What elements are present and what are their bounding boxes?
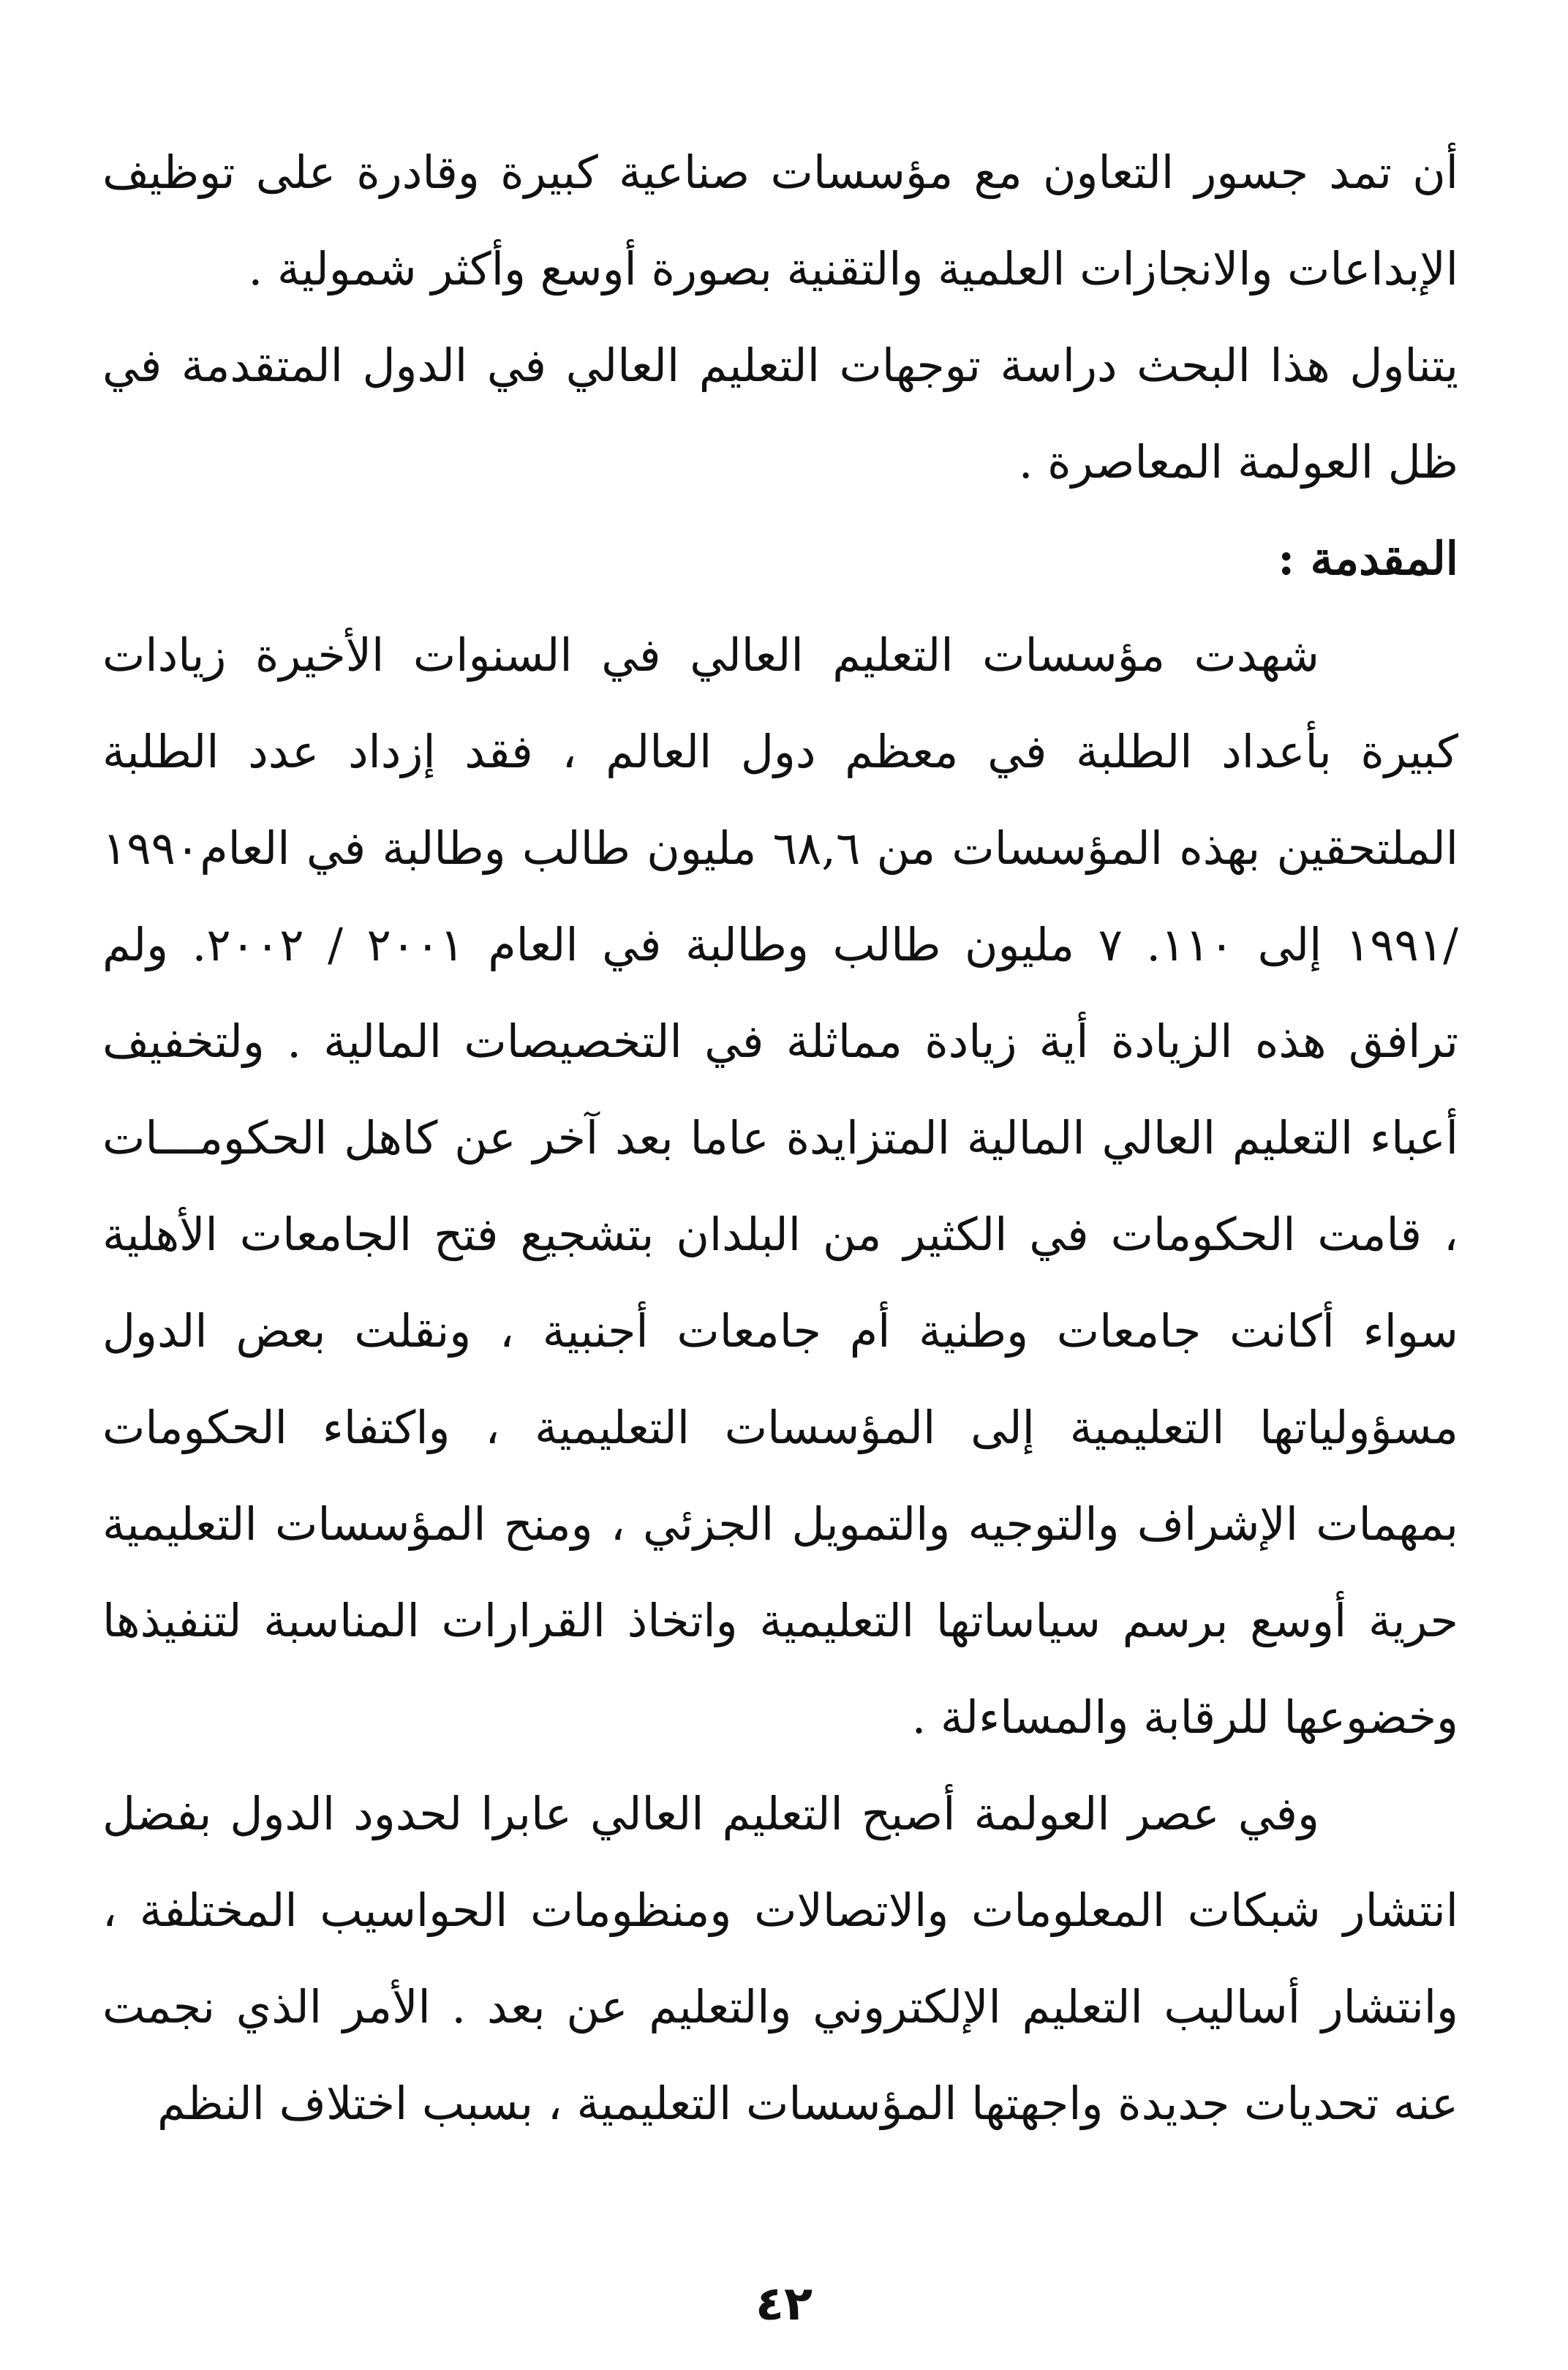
body-text <box>102 124 1458 2152</box>
page-number: ٤٢ <box>755 2277 813 2331</box>
paragraph-intro-1: أن تمد جسور التعاون مع مؤسسات صناعية كبيرة وقادرة على توظيف الإبداعات والانجازات العلمية والتقنية بصورة أوسع وأكثر شمولية . <box>102 146 1458 296</box>
paragraph-body-2: وفي عصر العولمة أصبح التعليم العالي عابرا لحدود الدول بفضل انتشار شبكات المعلومات والاتصالات ومنظومات الحواسيب المختلفة ، وانتشار أساليب التعليم الإلكتروني والتعليم عن بعد . الأمر الذي نجمت عنه تحديات جديدة واجهتها المؤسسات التعليمية ، بسبب اختلاف النظم <box>102 1787 1458 2130</box>
paragraph-intro-2: يتناول هذا البحث دراسة توجهات التعليم العالي في الدول المتقدمة في ظل العولمة المعاصرة . <box>102 339 1458 489</box>
section-heading: المقدمة : <box>1278 532 1458 585</box>
paragraph-body-1: شهدت مؤسسات التعليم العالي في السنوات الأخيرة زيادات كبيرة بأعداد الطلبة في معظم دول العالم ، فقد إزداد عدد الطلبة الملتحقين بهذه المؤسسات من ٦٨,٦ مليون طالب وطالبة في العام١٩٩٠ /١٩٩١ إلى ١١٠. ٧ مليون طالب وطالبة في العام ٢٠٠١ / ٢٠٠٢. ولم ترافق هذه الزيادة أية زيادة مماثلة في التخصيصات المالية . ولتخفيف أعباء التعليم العالي المالية المتزايدة عاما بعد آخر عن كاهل الحكومـــات ، قامت الحكومات في الكثير من البلدان بتشجيع فتح الجامعات الأهلية سواء أكانت جامعات وطنية أم جامعات أجنبية ، ونقلت بعض الدول مسؤولياتها التعليمية إلى المؤسسات التعليمية ، واكتفاء الحكومات بمهمات الإشراف والتوجيه والتمويل الجزئي ، ومنح المؤسسات التعليمية حرية أوسع برسم سياساتها التعليمية واتخاذ القرارات المناسبة لتنفيذها وخضوعها للرقابة والمساءلة . <box>102 628 1459 1744</box>
